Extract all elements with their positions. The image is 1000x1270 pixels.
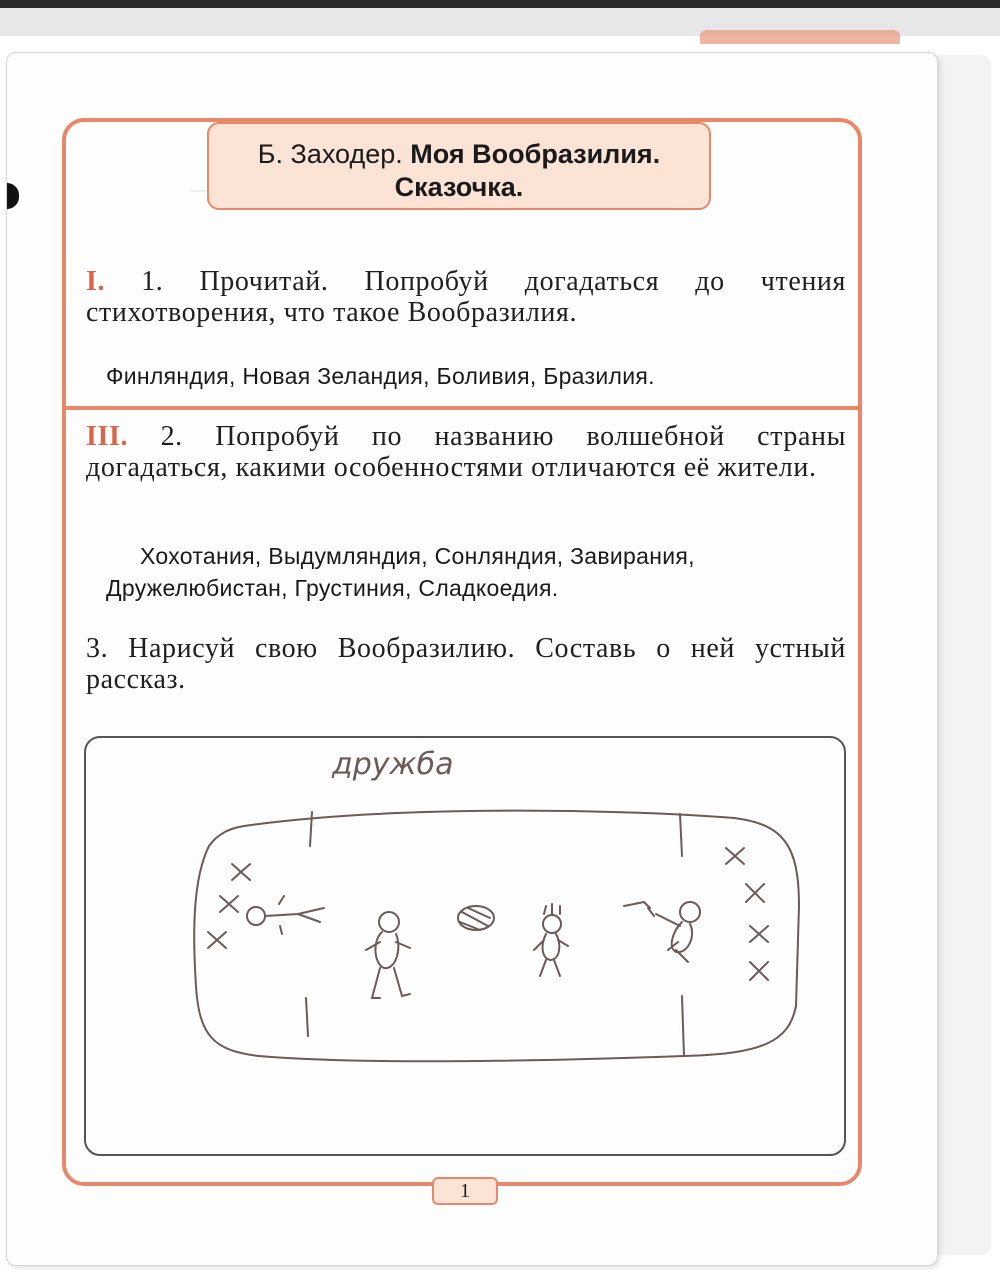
task-2-level: III. <box>86 421 129 452</box>
task-2-text: 2. Попробуй по названию волшебной страны догадаться, какими особенностями отличаются её жители. <box>86 421 846 483</box>
task-2-words-line2: Дружелюбистан, Грустиния, Сладкоедия. <box>106 575 559 601</box>
task-3 <box>86 633 846 695</box>
stick-figure <box>648 908 692 962</box>
task-2 <box>86 421 846 483</box>
task-3-text: 3. Нарисуй свою Вообразилию. Составь о ней устный рассказ. <box>86 633 846 695</box>
task-2-words-line1: Хохотания, Выдумляндия, Сонляндия, Завирания, <box>140 543 695 569</box>
field-mark <box>306 998 308 1036</box>
cross-mark <box>208 932 226 948</box>
field-mark <box>680 814 682 856</box>
handwritten-caption: дружба <box>332 747 454 782</box>
cross-mark <box>750 962 768 980</box>
stick-figure <box>265 896 324 934</box>
task-1-text: 1. Прочитай. Попробуй догадаться до чтения стихотворения, что такое Вообразилия. <box>86 266 846 328</box>
cross-mark <box>726 848 744 864</box>
lesson-title <box>207 122 711 210</box>
author-name: Б. Заходер. <box>257 139 403 169</box>
stick-figure <box>624 902 650 908</box>
field-mark <box>310 812 312 846</box>
task-1 <box>86 266 846 328</box>
figure-head <box>543 915 561 933</box>
page-number: 1 <box>432 1177 498 1205</box>
scan-top-shadow <box>0 0 1000 8</box>
task-1-words: Финляндия, Новая Зеландия, Боливия, Бразилия. <box>106 363 655 389</box>
binder-hole <box>7 183 19 209</box>
figure-head <box>680 902 700 922</box>
cross-mark <box>220 896 238 912</box>
section-divider <box>62 406 862 410</box>
next-page-edge <box>930 55 991 1255</box>
field-mark <box>682 996 684 1056</box>
stick-figure <box>366 932 410 998</box>
child-drawing <box>84 736 846 1156</box>
field-outline <box>194 811 799 1062</box>
figure-head <box>379 912 399 932</box>
figure-head <box>247 907 265 925</box>
cross-mark <box>232 864 250 880</box>
poem-title: Моя Вообразилия. <box>410 139 661 169</box>
task-1-level: I. <box>86 266 106 297</box>
poem-subtitle: Сказочка. <box>394 172 524 202</box>
cross-mark <box>750 926 768 942</box>
binder-tab <box>700 30 900 44</box>
cross-mark <box>746 884 764 902</box>
